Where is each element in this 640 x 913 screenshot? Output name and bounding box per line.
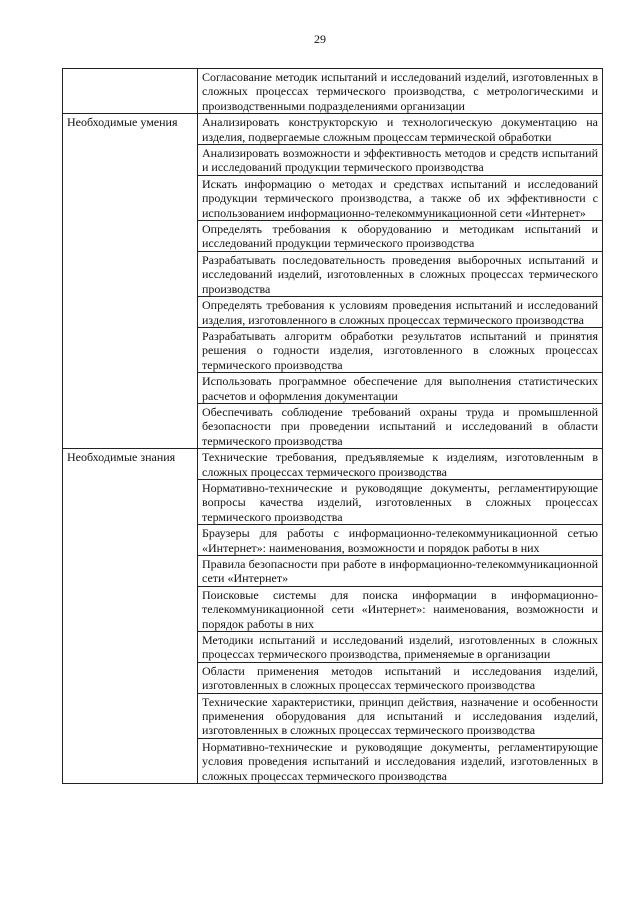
requirement-cell: Разрабатывать последовательность проведения выборочных испытаний и исследований изделий, изготовленных в сложных процессах термического производства — [198, 251, 603, 296]
requirement-cell: Браузеры для работы с информационно-телекоммуникационной сетью «Интернет»: наименования, возможности и порядок работы в них — [198, 525, 603, 556]
requirement-cell: Определять требования к оборудованию и методикам испытаний и исследований продукции термического производства — [198, 221, 603, 252]
requirement-cell: Технические требования, предъявляемые к изделиям, изготовленным в сложных процессах термического производства — [198, 449, 603, 480]
table-row — [63, 114, 603, 145]
requirement-cell: Технические характеристики, принцип действия, назначение и особенности применения оборудования для испытаний и исследования изделий, изготовленных в сложных процессах термического производства — [198, 693, 603, 738]
requirement-cell: Нормативно-технические и руководящие документы, регламентирующие условия проведения испытаний и исследования изделий, изготовленных в сложных процессах термического производства — [198, 738, 603, 783]
requirement-cell: Методики испытаний и исследований изделий, изготовленных в сложных процессах термического производства, применяемые в организации — [198, 632, 603, 663]
table-row — [63, 449, 603, 480]
table-row — [63, 69, 603, 114]
requirement-cell: Использовать программное обеспечение для выполнения статистических расчетов и оформления документации — [198, 373, 603, 404]
requirement-cell: Анализировать конструкторскую и технологическую документацию на изделия, подвергаемые сложным процессам термической обработки — [198, 114, 603, 145]
requirement-cell: Разрабатывать алгоритм обработки результатов испытаний и принятия решения о годности изделия, изготовленного в сложных процессах термического производства — [198, 327, 603, 372]
requirement-cell: Искать информацию о методах и средствах испытаний и исследований продукции термического производства, а также об их эффективности с использованием информационно-телекоммуникационной сети «Интернет» — [198, 175, 603, 220]
section-label — [63, 69, 198, 114]
requirement-cell: Нормативно-технические и руководящие документы, регламентирующие вопросы качества изделий, изготовленных в сложных процессах термического производства — [198, 479, 603, 524]
competency-table-container — [62, 68, 603, 784]
table-body — [63, 69, 603, 784]
requirement-cell: Согласование методик испытаний и исследований изделий, изготовленных в сложных процессах термического производства, с метрологическими и производственными подразделениями организации — [198, 69, 603, 114]
section-label: Необходимые умения — [63, 114, 198, 449]
competency-table — [62, 68, 603, 784]
requirement-cell: Области применения методов испытаний и исследования изделий, изготовленных в сложных процессах термического производства — [198, 662, 603, 693]
section-label: Необходимые знания — [63, 449, 198, 784]
requirement-cell: Обеспечивать соблюдение требований охраны труда и промышленной безопасности при проведении испытаний и исследований в области термического производства — [198, 403, 603, 448]
requirement-cell: Правила безопасности при работе в информационно-телекоммуникационной сети «Интернет» — [198, 556, 603, 587]
requirement-cell: Поисковые системы для поиска информации в информационно-телекоммуникационной сети «Интернет»: наименования, возможности и порядок работы в них — [198, 586, 603, 631]
requirement-cell: Определять требования к условиям проведения испытаний и исследований изделия, изготовленного в сложных процессах термического производства — [198, 297, 603, 328]
page-number: 29 — [314, 32, 326, 46]
requirement-cell: Анализировать возможности и эффективность методов и средств испытаний и исследований продукции термического производства — [198, 145, 603, 176]
